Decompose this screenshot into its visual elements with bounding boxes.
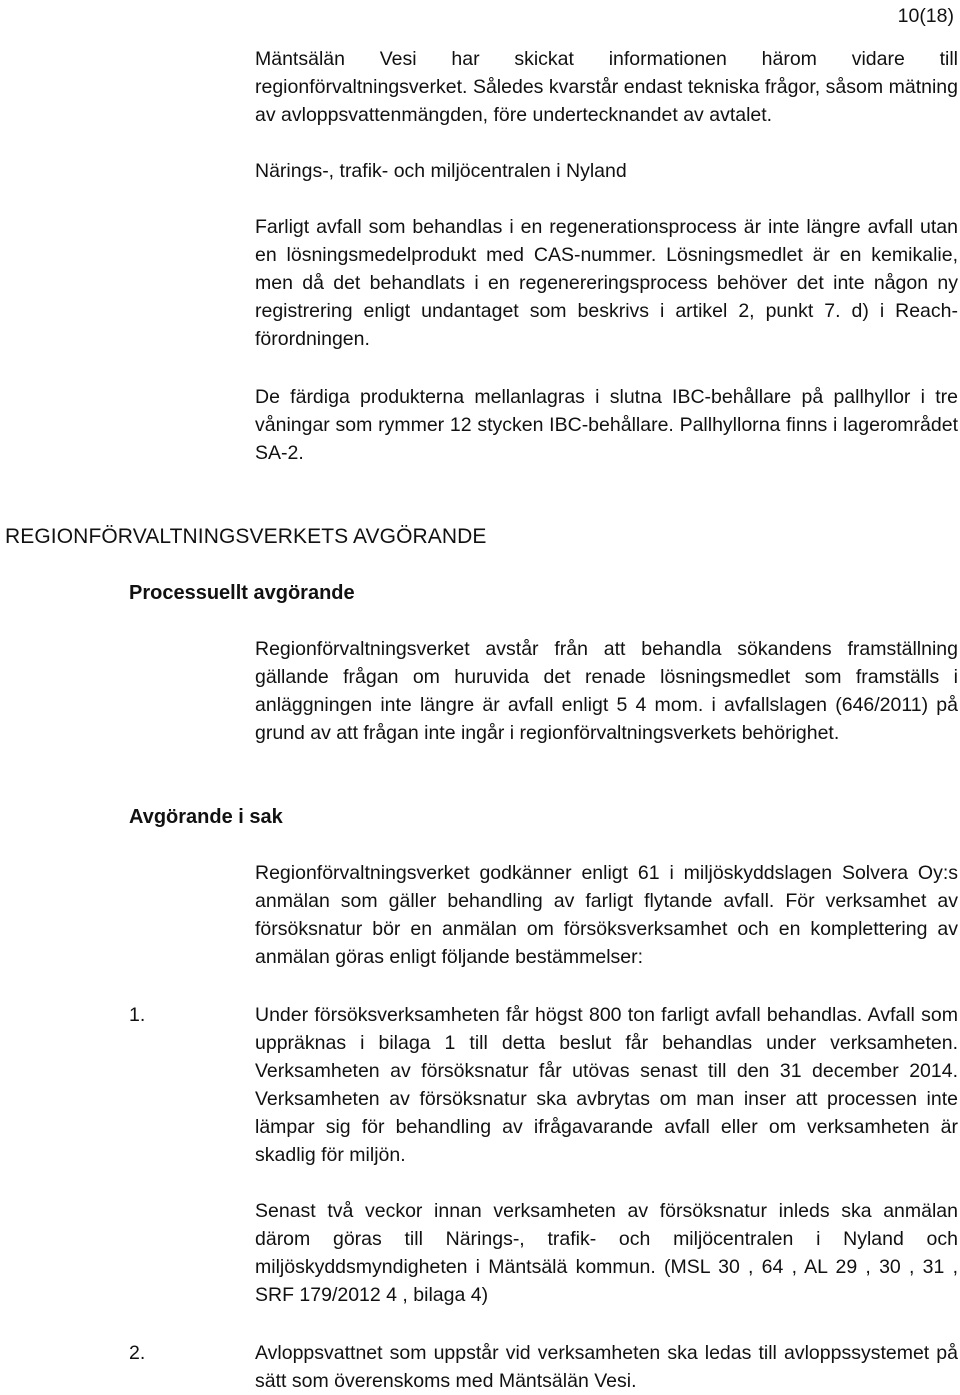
substantive-text: Regionförvaltningsverket godkänner enligt 61 i miljöskyddslagen Solvera Oy:s anmälan som gäller behandling av farligt flytande avfall. För verksamhet av försöksnatur bör en anmälan om försöksverksamhet och en komplettering av anmälan göras enligt följande bestämmelser:: [255, 862, 958, 968]
intro-paragraph-2: Farligt avfall som behandlas i en regenerationsprocess är inte längre avfall utan en lösningsmedelprodukt med CAS-nummer. Lösningsmedlet är en kemikalie, men då det behandlats i en regenereringsprocess behöver det inte någon ny registrering enligt undantaget som beskrivs i artikel 2, punkt 7. d) i Reach-förordningen.: [255, 216, 958, 350]
intro-paragraph-1: Mäntsälän Vesi har skickat informationen härom vidare till regionförvaltningsverket. Således kvarstår endast tekniska frågor, såsom mätning av avloppsvattenmängden, före undertecknandet av avtalet.: [255, 48, 958, 126]
condition-text: Avloppsvattnet som uppstår vid verksamheten ska ledas till avloppssystemet på sätt som överenskoms med Mäntsälän Vesi.: [255, 1342, 958, 1392]
condition-text: Under försöksverksamheten får högst 800 ton farligt avfall behandlas. Avfall som uppräknas i bilaga 1 till detta beslut får behandlas under verksamheten. Verksamheten av försöksnatur får utövas senast till den 31 december 2014. Verksamheten av försöksnatur ska avbrytas om man inser att processen inte lämpar sig för behandling av ifrågavarande avfall eller om verksamheten är skadlig för miljön.: [255, 1004, 958, 1166]
intro-paragraph-3: De färdiga produkterna mellanlagras i slutna IBC-behållare på pallhyllor i tre våningar som rymmer 12 stycken IBC-behållare. Pallhyllorna finns i lagerområdet SA-2.: [255, 386, 958, 464]
condition-extra-text: Senast två veckor innan verksamheten av försöksnatur inleds ska anmälan därom göras till Närings-, trafik- och miljöcentralen i Nyland och miljöskyddsmyndigheten i Mäntsälä kommun. (MSL 30 , 64 , AL 29 , 30 , 31 , SRF 179/2012 4 , bilaga 4): [255, 1200, 958, 1306]
decision-title: REGIONFÖRVALTNINGSVERKETS AVGÖRANDE: [5, 525, 487, 548]
condition-number: 1.: [129, 1004, 146, 1026]
procedural-heading: Processuellt avgörande: [129, 582, 355, 604]
page-number: 10(18): [897, 5, 954, 27]
authority-heading: Närings-, trafik- och miljöcentralen i Nyland: [255, 160, 627, 182]
condition-number: 2.: [129, 1342, 146, 1364]
substantive-heading: Avgörande i sak: [129, 806, 283, 828]
procedural-text: Regionförvaltningsverket avstår från att behandla sökandens framställning gällande frågan om huruvida det renade lösningsmedlet som framställs i anläggningen inte längre är avfall enligt 5 4 mom. i avfallslagen (646/2011) på grund av att frågan inte ingår i regionförvaltningsverkets behörighet.: [255, 638, 958, 744]
